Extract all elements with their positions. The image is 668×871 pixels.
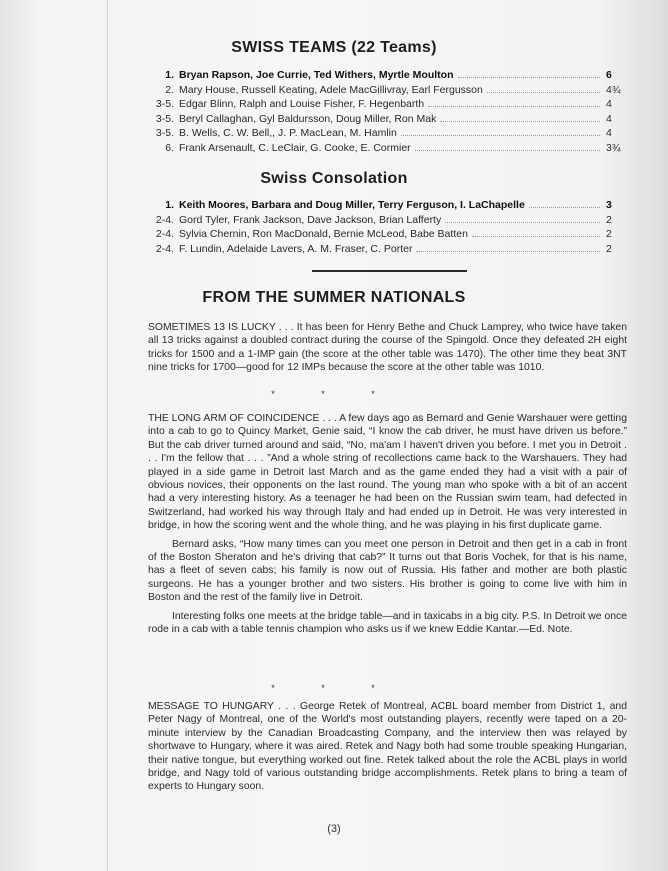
- leader-dots: [487, 92, 600, 93]
- section-divider: [312, 270, 467, 272]
- score: 4: [606, 98, 612, 111]
- team-names: Keith Moores, Barbara and Doug Miller, Terry Ferguson, I. LaChapelle: [179, 199, 525, 211]
- score: 2: [606, 213, 612, 226]
- article-long-arm: [148, 412, 627, 637]
- paragraph: Interesting folks one meets at the bridge table—and in taxicabs in a big city. P.S. In Detroit we once rode in a cab with a table tennis champion who asks us if we knew Eddie Kantar.—Ed. Note.: [148, 610, 627, 636]
- swiss-teams-results: [150, 68, 628, 156]
- rank: 2-4.: [155, 228, 174, 241]
- score: 3: [606, 199, 612, 211]
- leader-dots: [401, 135, 600, 136]
- result-row: [150, 83, 628, 98]
- leader-dots: [458, 77, 601, 78]
- rank: 2-4.: [155, 213, 174, 226]
- result-row: [150, 68, 628, 83]
- score: 4: [606, 112, 612, 125]
- team-names: Beryl Callaghan, Gyl Baldursson, Doug Miller, Ron Mak: [179, 112, 437, 125]
- leader-dots: [416, 251, 600, 252]
- result-row: [145, 198, 628, 213]
- score: 2: [606, 242, 612, 255]
- team-names: B. Wells, C. W. Bell,, J. P. MacLean, M. Hamlin: [179, 127, 397, 140]
- result-row: [145, 242, 628, 257]
- rank: 2.: [165, 83, 174, 96]
- paragraph: Bernard asks, “How many times can you meet one person in Detroit and then get in a cab in front of the Boston Sheraton and he's driving that cab?” It turns out that Boris Vochek, for that is his name, has a fleet of seven cabs; his family is now out of Russia. His father and mother are both plastic surgeons. He has a younger brother and two sisters. His brother is going to come live with him in Boston and the rest of the family live in Detroit.: [148, 538, 627, 604]
- swiss-consolation-title: Swiss Consolation: [260, 170, 408, 187]
- rank: 3-5.: [155, 127, 174, 140]
- team-names: Edgar Blinn, Ralph and Louise Fisher, F. Hegenbarth: [179, 98, 425, 111]
- team-names: F. Lundin, Adelaide Lavers, A. M. Fraser, C. Porter: [179, 242, 413, 255]
- paragraph: THE LONG ARM OF COINCIDENCE . . . A few days ago as Bernard and Genie Warshauer were getting into a cab to go to Quincy Market, Genie said, “I know the cab driver, he must have driven us before.” But the cab driver turned around and said, “No, ma'am I haven't driven you before. I met you in Detroit . . . I'm the fellow that . . . ”And a whole string of recollections came back to the Warshauers. They had played in a side game in Detroit last March and as the game ended they had a visit with a pair of obvious novices, their opponents on the last round. The young man who spoke with a bit of an accent had a very interesting history. As a teenager he had been on the Russian swim team, had defected in Switzerland, had worked his way through Italy and had ended up in Detroit. He was very interested in bridge, in how the scoring went and the whole thing, and he was playing in his first duplicate game.: [148, 413, 627, 532]
- article-message-to-hungary: [148, 700, 627, 794]
- rank: 1.: [165, 69, 174, 81]
- result-row: [150, 112, 628, 127]
- score: 2: [606, 228, 612, 241]
- result-row: [145, 213, 628, 228]
- score: 4¾: [606, 83, 621, 96]
- result-row: [150, 97, 628, 112]
- summer-nationals-title: FROM THE SUMMER NATIONALS: [202, 289, 466, 306]
- rank: 3-5.: [155, 112, 174, 125]
- swiss-teams-title: SWISS TEAMS (22 Teams): [231, 39, 437, 56]
- section-separator: * * *: [271, 389, 397, 399]
- section-separator: * * *: [271, 683, 397, 693]
- leader-dots: [415, 150, 600, 151]
- leader-dots: [445, 222, 600, 223]
- result-row: [150, 141, 628, 156]
- team-names: Gord Tyler, Frank Jackson, Dave Jackson, Brian Lafferty: [179, 213, 442, 226]
- team-names: Bryan Rapson, Joe Currie, Ted Withers, Myrtle Moulton: [179, 69, 454, 81]
- binding-edge: [107, 0, 108, 871]
- leader-dots: [428, 106, 600, 107]
- paragraph: MESSAGE TO HUNGARY . . . George Retek of Montreal, ACBL board member from District 1, and Peter Nagy of Montreal, one of the World's most outstanding players, recently were taped on a 20-minute interview by the Canadian Broadcasting Company, and the interview then was relayed by shortwave to Hungary, where it was aired. Retek and Nagy both had some trouble speaking Hungarian, their native tongue, but everything worked out fine. Retek talked about the role the ACBL plays in world bridge, and Nagy told of various outstanding bridge accomplishments. Retek plans to bring a team of experts to Hungary soon.: [148, 701, 627, 793]
- rank: 6.: [165, 141, 174, 154]
- score: 4: [606, 127, 612, 140]
- team-names: Mary House, Russell Keating, Adele MacGillivray, Earl Fergusson: [179, 83, 483, 96]
- article-sometimes-13: [148, 321, 627, 375]
- result-row: [145, 227, 628, 242]
- leader-dots: [529, 207, 600, 208]
- team-names: Sylvia Chernin, Ron MacDonald, Bernie McLeod, Babe Batten: [179, 228, 468, 241]
- rank: 2-4.: [155, 242, 174, 255]
- leader-dots: [472, 236, 600, 237]
- page-number: (3): [327, 823, 341, 835]
- paragraph: SOMETIMES 13 IS LUCKY . . . It has been for Henry Bethe and Chuck Lamprey, who twice have taken all 13 tricks against a doubled contract during the course of the Spingold. Once they defeated 2H eight tricks for 1500 and a 1-IMP gain (the score at the other table was 1470). The other time they beat 3NT nine tricks for 1700—good for 12 IMPs because the score at the other table was 1010.: [148, 322, 627, 374]
- team-names: Frank Arsenault, C. LeClair, G. Cooke, E. Cormier: [179, 141, 411, 154]
- rank: 1.: [165, 199, 174, 211]
- result-row: [150, 126, 628, 141]
- score: 3¾: [606, 141, 621, 154]
- rank: 3-5.: [155, 98, 174, 111]
- score: 6: [606, 69, 612, 81]
- swiss-consolation-results: [145, 198, 628, 256]
- leader-dots: [440, 121, 600, 122]
